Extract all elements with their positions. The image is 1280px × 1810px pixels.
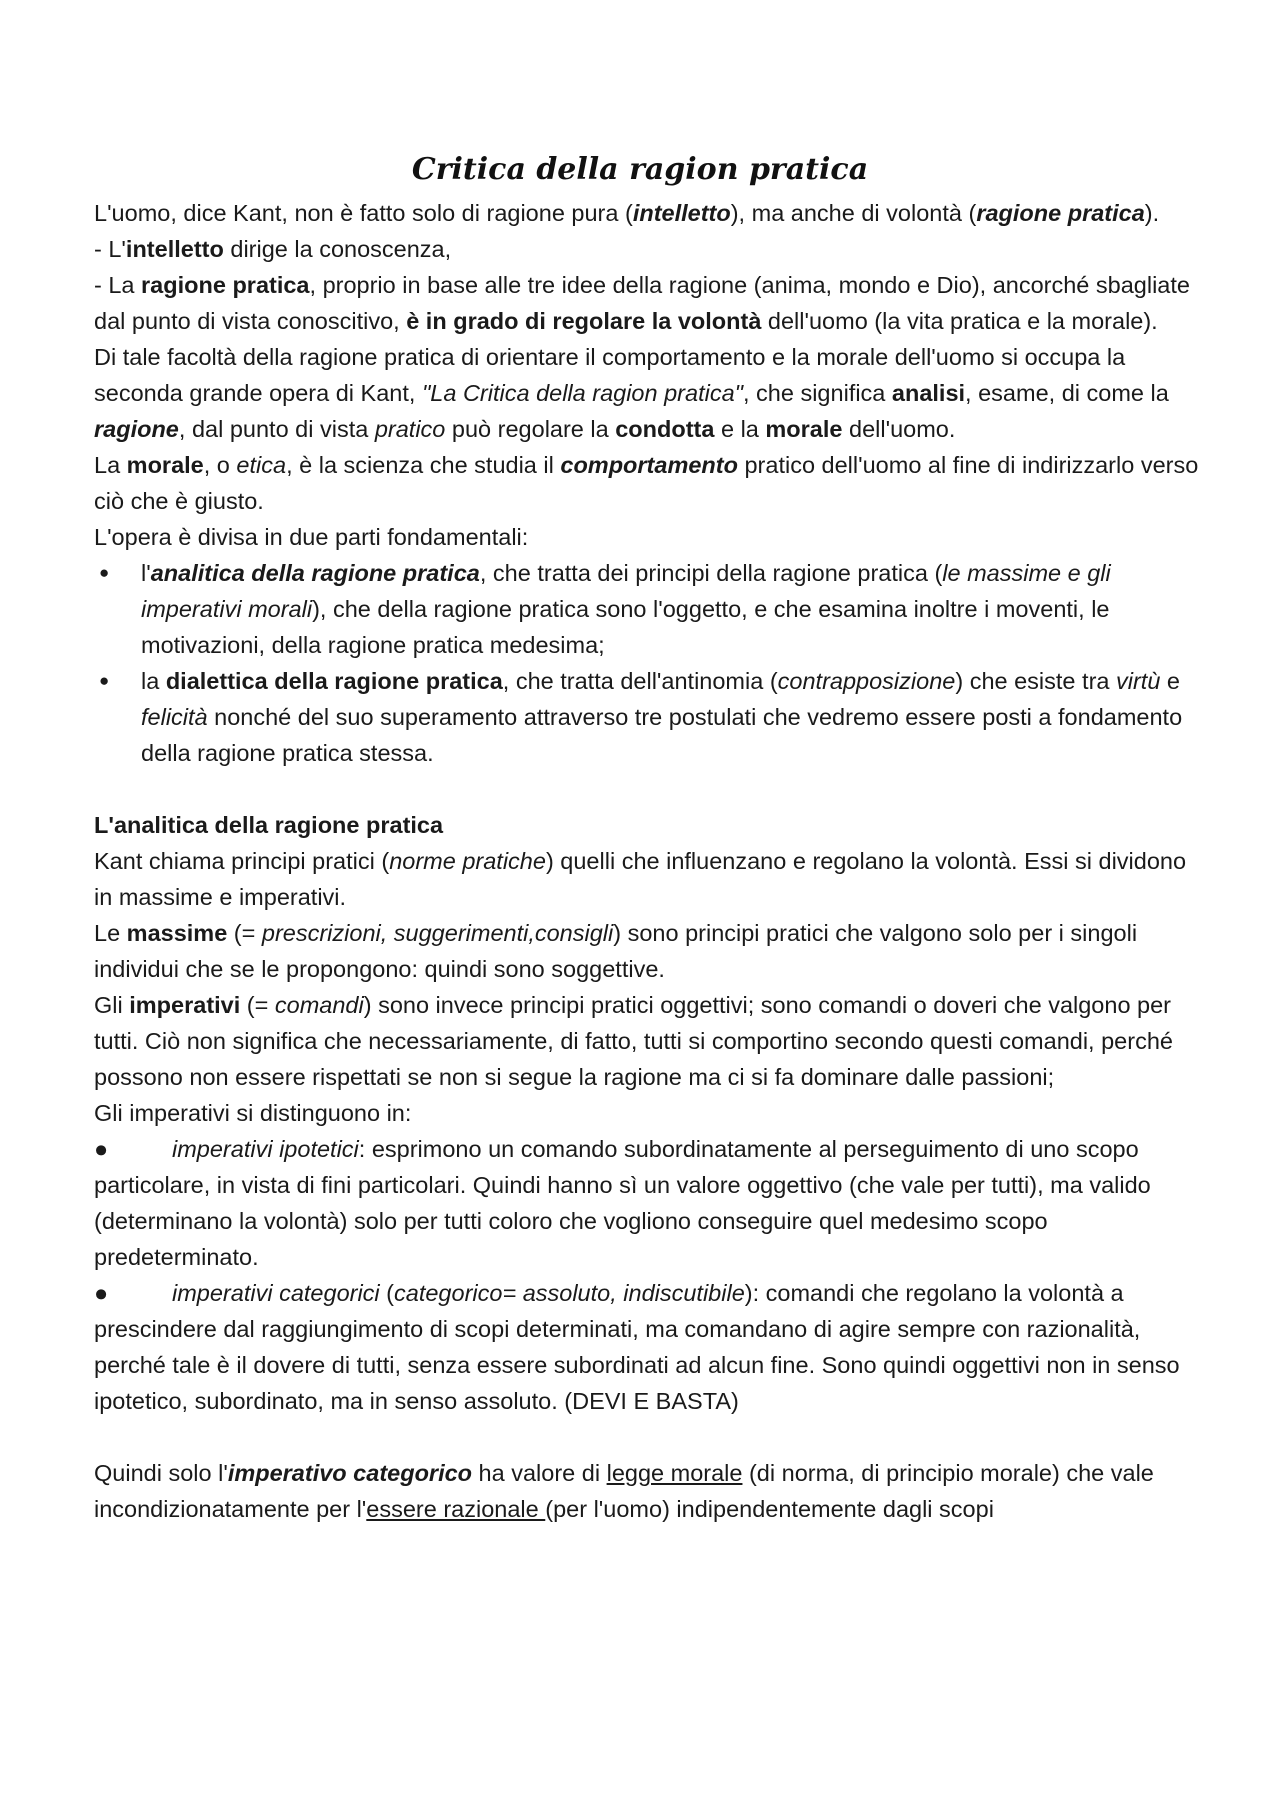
text: , che significa — [742, 380, 892, 406]
text-underline: legge morale — [606, 1460, 743, 1486]
spacer — [94, 771, 1204, 807]
text: (di norma, di principio morale) che vale incondizionatamente per l' — [94, 1460, 1154, 1522]
text: nonché del suo superamento attraverso tre postulati che vedremo essere posti a fondamento della ragione pratica stessa. — [141, 704, 1183, 766]
text: (= — [240, 992, 275, 1018]
list-item-analitica — [94, 555, 1204, 663]
text: (= — [227, 920, 262, 946]
text: dirige la conoscenza, — [223, 236, 452, 262]
text-bold-italic: imperativo categorico — [227, 1460, 473, 1486]
text-bold: intelletto — [125, 236, 224, 262]
list-item-ipotetici — [94, 1131, 1204, 1275]
text-bold: condotta — [615, 416, 715, 442]
text: ) quelli che influenzano e regolano la volontà. Essi si dividono in massime e imperativi. — [94, 848, 1187, 910]
text-bold: imperativi — [129, 992, 241, 1018]
paragraph-ragione-pratica — [94, 267, 1204, 339]
text: - L' — [94, 236, 126, 262]
text-italic: imperativi ipotetici — [172, 1136, 359, 1162]
text: , esame, di come la — [965, 380, 1169, 406]
text: ( — [379, 1280, 395, 1306]
text: dell'uomo (la vita pratica e la morale). — [761, 308, 1158, 334]
text: la — [141, 668, 166, 694]
text-italic: etica — [236, 452, 287, 478]
list-item-categorici — [94, 1275, 1204, 1419]
text-italic: virtù — [1116, 668, 1161, 694]
text: (per l'uomo) indipendentemente dagli scopi — [545, 1496, 994, 1522]
section-heading: L'analitica della ragione pratica — [94, 812, 444, 838]
text: ha valore di — [472, 1460, 607, 1486]
text-bold-italic: analitica della ragione pratica — [150, 560, 480, 586]
text-italic: pratico — [374, 416, 446, 442]
text-bold: morale — [765, 416, 843, 442]
text: può regolare la — [445, 416, 616, 442]
text: ): comandi che regolano la volontà a prescindere dal raggiungimento di scopi determinati, ma comandano di agire sempre con razionalità, perché tale è il dovere di tutti, senza essere subordinati ad alcun fine. Sono quindi oggettivi non in senso ipotetico, subordinato, ma in senso assoluto. (DEVI E BASTA) — [94, 1280, 1180, 1414]
text: , proprio in base alle tre idee della ragione (anima, mondo e Dio), ancorché sbagliate dal punto di vista conoscitivo, — [94, 272, 1190, 334]
text-italic: contrapposizione — [777, 668, 956, 694]
text-italic: comandi — [274, 992, 364, 1018]
paragraph-massime — [94, 915, 1204, 987]
text-italic: "La Critica della ragion pratica" — [421, 380, 743, 406]
text: : esprimono un comando subordinatamente al perseguimento di uno scopo particolare, in vista di fini particolari. Quindi hanno sì un valore oggettivo (che vale per tutti), ma valido (determinano la volontà) solo per tutti coloro che vogliono conseguire quel medesimo scopo predeterminato. — [94, 1136, 1151, 1270]
text: ). — [1144, 200, 1160, 226]
text-italic: felicità — [141, 704, 208, 730]
text: Le — [94, 920, 127, 946]
paragraph-morale — [94, 447, 1204, 519]
text: ) che esiste tra — [955, 668, 1116, 694]
paragraph-principi — [94, 843, 1204, 915]
text: ) sono principi pratici che valgono solo per i singoli individui che se le propongono: quindi sono soggettive. — [94, 920, 1138, 982]
text: ), che della ragione pratica sono l'oggetto, e che esamina inoltre i moventi, le motivazioni, della ragione pratica medesima; — [141, 596, 1110, 658]
text-bold: massime — [126, 920, 228, 946]
text-bold: morale — [126, 452, 204, 478]
page-title: Critica della ragion pratica — [411, 152, 869, 187]
spacer — [94, 1419, 1204, 1455]
text: , che tratta dell'antinomia ( — [502, 668, 778, 694]
text: ), ma anche di volontà ( — [730, 200, 977, 226]
text: e la — [714, 416, 766, 442]
bullet-icon: ● — [94, 1136, 109, 1162]
text-bold-italic: ragione pratica — [976, 200, 1145, 226]
text: ) sono invece principi pratici oggettivi; sono comandi o doveri che valgono per tutti. Ciò non significa che necessariamente, di fatto, tutti si comportino secondo questi comandi, perché possono non essere rispettati se non si segue la ragione ma ci si fa dominare dalle passioni; — [94, 992, 1173, 1090]
text-italic: imperativi categorici — [172, 1280, 380, 1306]
paragraph-conclusione — [94, 1455, 1204, 1527]
paragraph-facolta — [94, 339, 1204, 447]
text: pratico dell'uomo al fine di indirizzarlo verso ciò che è giusto. — [94, 452, 1199, 514]
text: Kant chiama principi pratici ( — [94, 848, 390, 874]
text: , dal punto di vista — [178, 416, 375, 442]
paragraph-intelletto — [94, 231, 1204, 267]
text: l' — [141, 560, 151, 586]
paragraph-distinguono: Gli imperativi si distinguono in: — [94, 1100, 412, 1126]
bullet-icon: ● — [94, 1280, 109, 1306]
text-bold-italic: intelletto — [632, 200, 731, 226]
text: Di tale facoltà della ragione pratica di orientare il comportamento e la morale dell'uomo si occupa la seconda grande opera di Kant, — [94, 344, 1126, 406]
text-italic: categorico= assoluto, indiscutibile — [394, 1280, 745, 1306]
text-bold: dialettica della ragione pratica — [165, 668, 503, 694]
paragraph-imperativi — [94, 987, 1204, 1095]
text: - La — [94, 272, 142, 298]
document-body — [94, 195, 1204, 1527]
text-italic: le massime e gli imperativi morali — [141, 560, 1111, 622]
text: Quindi solo l' — [94, 1460, 228, 1486]
list-item-dialettica — [94, 663, 1204, 771]
text-bold-italic: comportamento — [560, 452, 738, 478]
text: , o — [203, 452, 237, 478]
paragraph-intro — [94, 195, 1204, 231]
text-italic: norme pratiche — [389, 848, 546, 874]
text-underline: essere razionale — [366, 1496, 546, 1522]
text: , che tratta dei principi della ragione pratica ( — [479, 560, 943, 586]
text-bold: è in grado di regolare la volontà — [406, 308, 762, 334]
text: La — [94, 452, 127, 478]
text-bold: ragione pratica — [141, 272, 310, 298]
text: L'uomo, dice Kant, non è fatto solo di ragione pura ( — [94, 200, 633, 226]
text: e — [1160, 668, 1181, 694]
text: , è la scienza che studia il — [286, 452, 561, 478]
text: dell'uomo. — [842, 416, 956, 442]
text: Gli — [94, 992, 130, 1018]
text-bold-italic: ragione — [94, 416, 179, 442]
paragraph-parti-intro: L'opera è divisa in due parti fondamentali: — [94, 524, 529, 550]
text-italic: prescrizioni, suggerimenti,consigli — [261, 920, 614, 946]
text-bold: analisi — [891, 380, 966, 406]
